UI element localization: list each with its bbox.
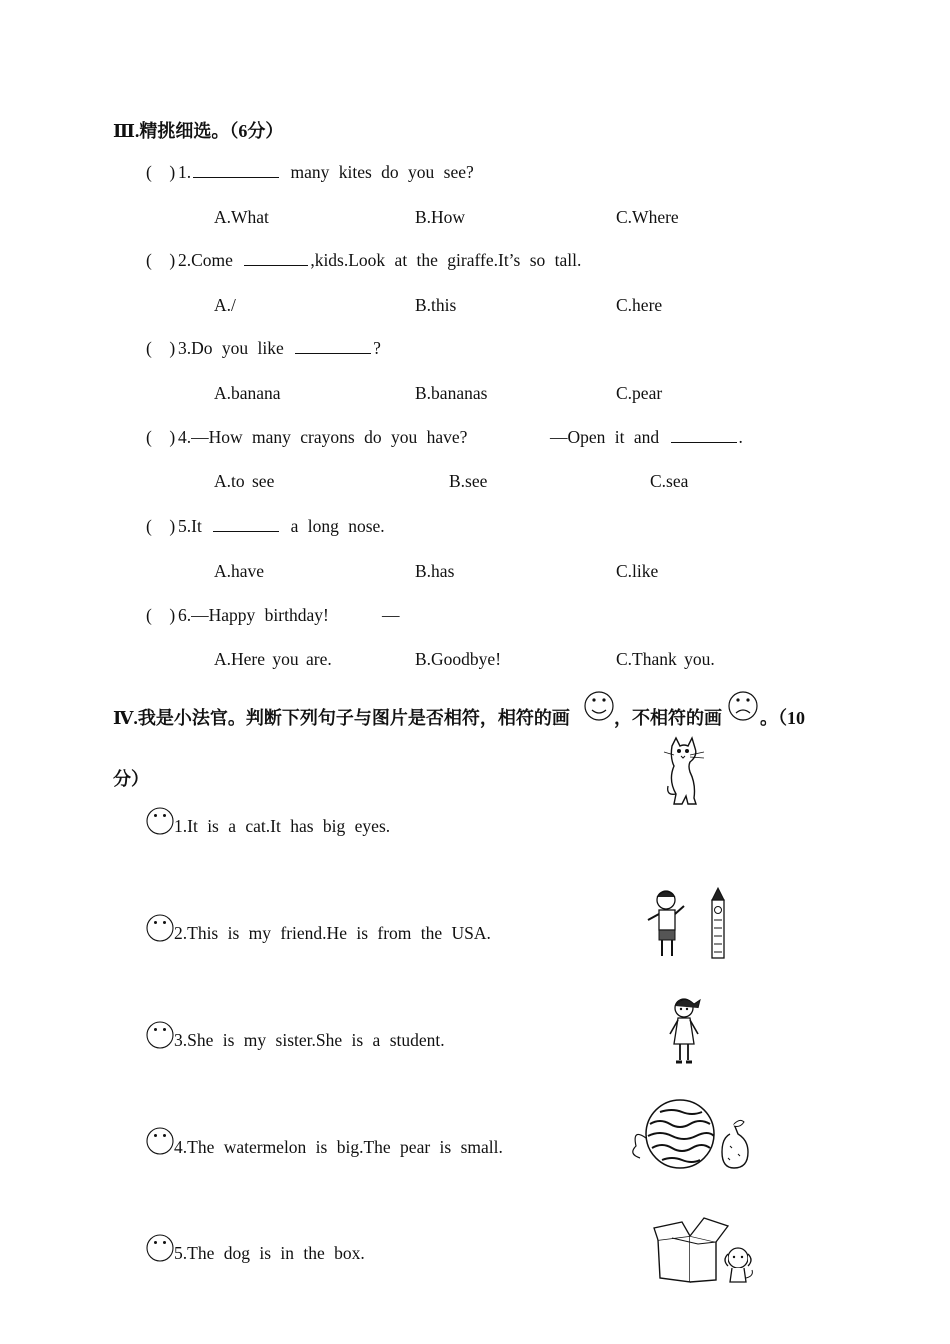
- q5-option-a: A.have: [214, 561, 265, 581]
- q4-option-a: A.to see: [214, 471, 275, 491]
- smiley-face-icon[interactable]: [145, 1233, 175, 1263]
- q5-option-b: B.has: [415, 561, 455, 581]
- question-2: 2.Come ,kids.Look at the giraffe.It’s so tall.: [178, 250, 582, 270]
- judge-item-1: 1.It is a cat.It has big eyes.: [174, 816, 391, 836]
- section-3-title: Ⅲ.精挑细选。（6分）: [113, 121, 284, 141]
- blank-4[interactable]: [671, 428, 737, 443]
- section-4-title-c: 。（10: [760, 708, 805, 728]
- question-3: 3.Do you like ?: [178, 338, 381, 358]
- blank-3[interactable]: [295, 339, 371, 354]
- q6-option-a: A.Here you are.: [214, 649, 332, 669]
- answer-paren-4[interactable]: ( ): [146, 427, 176, 447]
- q2-option-b: B.this: [415, 295, 457, 315]
- q6-option-b: B.Goodbye!: [415, 649, 502, 669]
- q1-option-b: B.How: [415, 207, 466, 227]
- answer-paren-5[interactable]: ( ): [146, 516, 176, 536]
- answer-paren-6[interactable]: ( ): [146, 605, 176, 625]
- blank-1[interactable]: [193, 163, 279, 178]
- sad-face-icon: [727, 690, 759, 722]
- q1-option-c: C.Where: [616, 207, 679, 227]
- blank-5[interactable]: [213, 517, 279, 532]
- smiley-face-icon[interactable]: [145, 1020, 175, 1050]
- smiley-face-icon[interactable]: [145, 1126, 175, 1156]
- q4-option-c: C.sea: [650, 471, 689, 491]
- question-4-reply: —Open it and .: [550, 427, 743, 447]
- q5-option-c: C.like: [616, 561, 659, 581]
- question-6: 6.—Happy birthday!: [178, 605, 329, 625]
- cat-picture: [660, 736, 710, 808]
- section-4-title-b: ，不相符的画: [614, 708, 722, 728]
- section-4-title-d: 分）: [113, 769, 149, 789]
- question-5: 5.It a long nose.: [178, 516, 385, 536]
- section-4-title: Ⅳ.我是小法官。判断下列句子与图片是否相符，相符的画: [113, 708, 570, 728]
- question-1: 1. many kites do you see?: [178, 162, 474, 182]
- judge-item-2: 2.This is my friend.He is from the USA.: [174, 923, 491, 943]
- girl-picture: [664, 994, 704, 1068]
- smiley-face-icon[interactable]: [145, 913, 175, 943]
- answer-paren-3[interactable]: ( ): [146, 338, 176, 358]
- answer-paren-1[interactable]: ( ): [146, 162, 176, 182]
- question-4: 4.—How many crayons do you have?: [178, 427, 468, 447]
- answer-paren-2[interactable]: ( ): [146, 250, 176, 270]
- q3-option-a: A.banana: [214, 383, 281, 403]
- boy-big-ben-picture: [640, 886, 732, 962]
- smiley-face-icon[interactable]: [145, 806, 175, 836]
- q1-option-a: A.What: [214, 207, 269, 227]
- judge-item-4: 4.The watermelon is big.The pear is small.: [174, 1137, 503, 1157]
- smiley-face-icon: [583, 690, 615, 722]
- blank-2[interactable]: [244, 251, 308, 266]
- question-6-reply: —: [382, 605, 400, 625]
- q6-option-c: C.Thank you.: [616, 649, 715, 669]
- q4-option-b: B.see: [449, 471, 488, 491]
- q3-option-c: C.pear: [616, 383, 663, 403]
- dog-box-picture: [652, 1216, 756, 1286]
- q2-option-a: A./: [214, 295, 236, 315]
- q3-option-b: B.bananas: [415, 383, 488, 403]
- judge-item-5: 5.The dog is in the box.: [174, 1243, 365, 1263]
- q2-option-c: C.here: [616, 295, 663, 315]
- judge-item-3: 3.She is my sister.She is a student.: [174, 1030, 445, 1050]
- watermelon-pear-picture: [626, 1098, 754, 1172]
